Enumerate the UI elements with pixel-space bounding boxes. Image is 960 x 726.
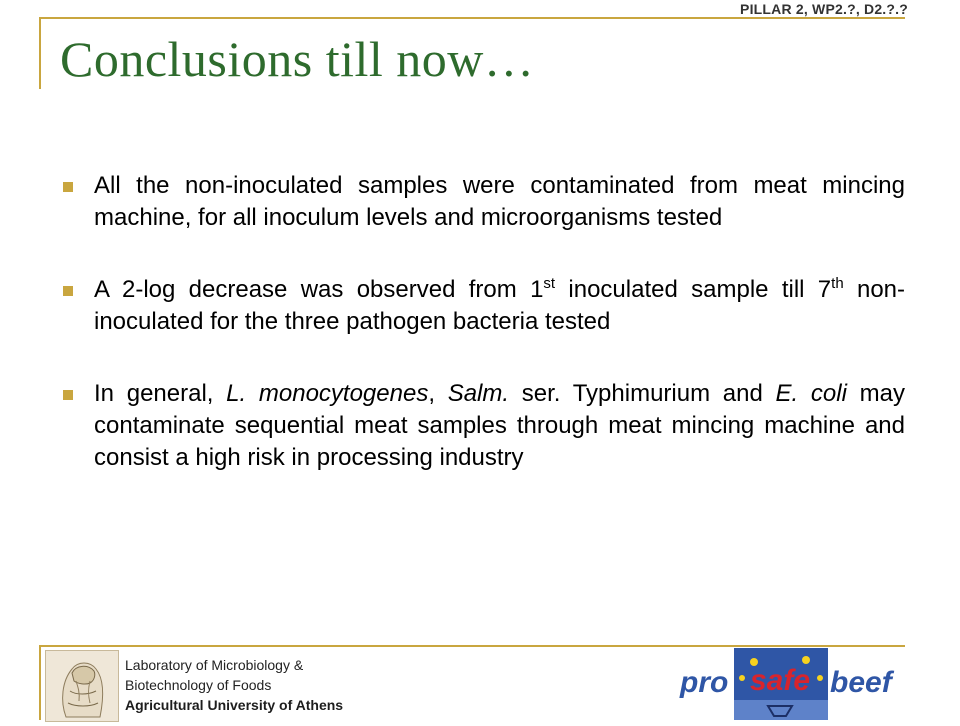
footer-divider bbox=[41, 645, 905, 647]
bullet-2-sup-th: th bbox=[831, 275, 844, 292]
left-accent-rule bbox=[39, 17, 41, 89]
bullet-1-text: All the non-inoculated samples were contaminated from meat mincing machine, for all inoculum levels and microorganisms tested bbox=[94, 172, 905, 231]
bullet-item-1 bbox=[63, 170, 905, 234]
bullet-3-ecoli: E. coli bbox=[775, 380, 847, 407]
lab-line-2: Biotechnology of Foods bbox=[125, 677, 272, 693]
logo-safe-text: safe bbox=[749, 664, 811, 697]
pillar-label: PILLAR 2, WP2.?, D2.?.? bbox=[740, 1, 908, 17]
bullet-3-part2: , bbox=[428, 380, 448, 407]
slide-title: Conclusions till now… bbox=[60, 31, 535, 87]
bullet-2-part3: non-inoculated for the three pathogen bacteria tested bbox=[94, 276, 906, 335]
top-divider bbox=[41, 17, 905, 19]
bullet-2-part1: A 2-log decrease was observed from 1 bbox=[94, 276, 544, 303]
bullet-3-part1: In general, bbox=[94, 380, 227, 407]
bullet-3-part4: may contaminate sequential meat samples through meat mincing machine and consist a high risk in processing industry bbox=[94, 380, 905, 471]
bullet-2-part2: inoculated sample till 7 bbox=[555, 276, 832, 303]
bullet-list bbox=[63, 170, 905, 514]
bullet-square-icon bbox=[63, 286, 73, 296]
bullet-square-icon bbox=[63, 182, 73, 192]
bullet-3-part3: ser. Typhimurium and bbox=[509, 380, 776, 407]
bullet-2-sup-st: st bbox=[543, 275, 556, 292]
bullet-3-salmonella: Salm. bbox=[447, 380, 510, 407]
bullet-item-2 bbox=[63, 274, 905, 338]
bullet-square-icon bbox=[63, 390, 73, 400]
bullet-3-listeria: L. monocytogenes bbox=[226, 380, 429, 407]
university-name: Agricultural University of Athens bbox=[125, 697, 344, 713]
lab-line-1: Laboratory of Microbiology & bbox=[125, 657, 304, 673]
lab-credit bbox=[125, 655, 343, 715]
prosafebeef-logo-icon bbox=[676, 648, 916, 720]
logo-pro-text: pro bbox=[680, 666, 729, 699]
bullet-item-3 bbox=[63, 378, 905, 474]
footer-left-rule bbox=[39, 645, 41, 720]
logo-beef-text: beef bbox=[830, 666, 892, 699]
university-seal-icon bbox=[45, 650, 119, 722]
